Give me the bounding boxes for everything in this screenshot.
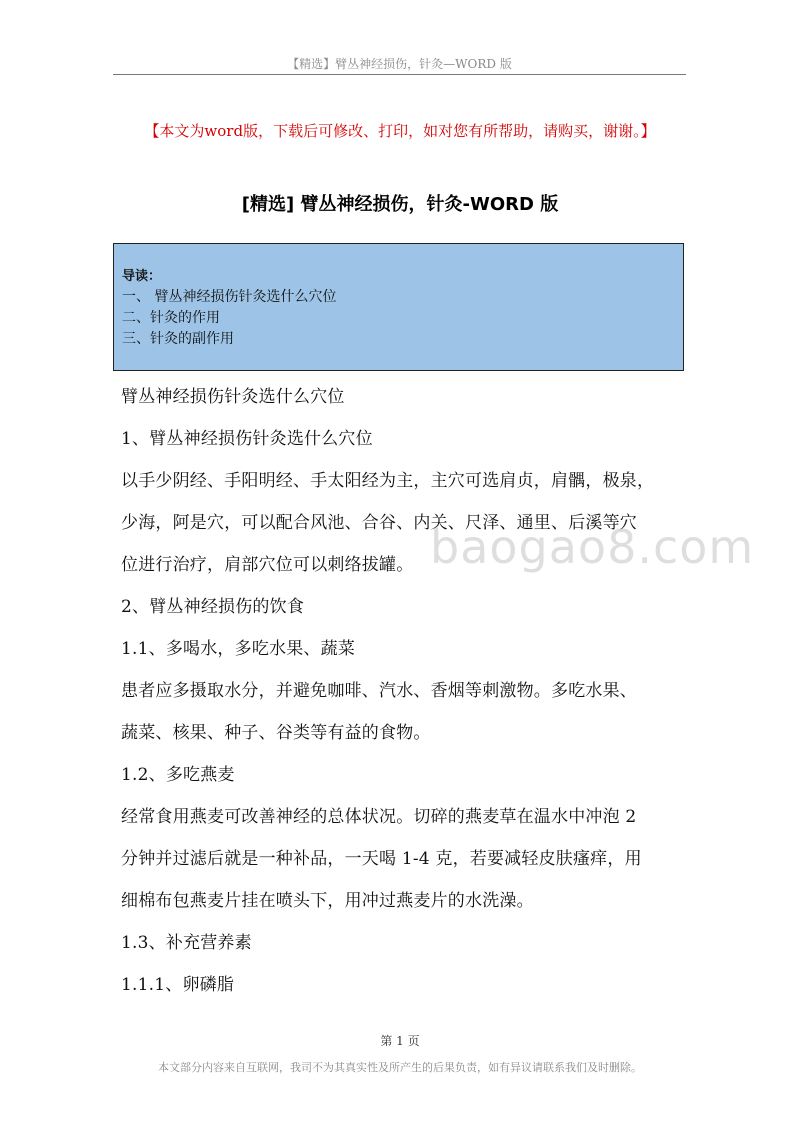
guide-item: 一、 臂丛神经损伤针灸选什么穴位 bbox=[122, 289, 337, 305]
body-line: 少海，阿是穴，可以配合风池、合谷、内关、尺泽、通里、后溪等穴 bbox=[121, 513, 637, 533]
header-divider bbox=[113, 74, 686, 75]
document-body bbox=[121, 376, 687, 1006]
body-line: 以手少阴经、手阳明经、手太阳经为主，主穴可选肩贞，肩髃，极泉， bbox=[121, 471, 655, 491]
body-line: 位进行治疗，肩部穴位可以刺络拔罐。 bbox=[121, 555, 414, 575]
purchase-notice: 【本文为word版，下载后可修改、打印，如对您有所帮助，请购买，谢谢。】 bbox=[144, 122, 656, 140]
page-footer: 本文部分内容来自互联网，我司不为其真实性及所产生的后果负责，如有异议请联系我们及时删除。 bbox=[158, 1061, 642, 1074]
subsection-heading: 1.1.1、卵磷脂 bbox=[121, 975, 235, 995]
watermark: baogao8.com bbox=[430, 520, 755, 574]
section-heading: 1、臂丛神经损伤针灸选什么穴位 bbox=[121, 429, 373, 449]
guide-box bbox=[113, 243, 684, 371]
subsection-heading: 1.3、补充营养素 bbox=[121, 933, 252, 953]
body-line: 经常食用燕麦可改善神经的总体状况。切碎的燕麦草在温水中冲泡 2 bbox=[121, 807, 637, 827]
page-number: 第 1 页 bbox=[380, 1034, 420, 1048]
subsection-heading: 1.1、多喝水，多吃水果、蔬菜 bbox=[121, 639, 356, 659]
section-heading: 2、臂丛神经损伤的饮食 bbox=[121, 597, 305, 617]
body-line: 蔬菜、核果、种子、谷类等有益的食物。 bbox=[121, 723, 431, 743]
guide-label: 导读： bbox=[122, 269, 162, 284]
section-heading: 臂丛神经损伤针灸选什么穴位 bbox=[121, 387, 345, 407]
document-title: [精选] 臂丛神经损伤，针灸-WORD 版 bbox=[241, 194, 559, 215]
body-line: 细棉布包燕麦片挂在喷头下，用冲过燕麦片的水洗澡。 bbox=[121, 891, 534, 911]
body-line: 分钟并过滤后就是一种补品，一天喝 1-4 克，若要减轻皮肤瘙痒，用 bbox=[121, 849, 642, 869]
subsection-heading: 1.2、多吃燕麦 bbox=[121, 765, 235, 785]
guide-item: 三、针灸的副作用 bbox=[122, 331, 234, 347]
body-line: 患者应多摄取水分，并避免咖啡、汽水、香烟等刺激物。多吃水果、 bbox=[121, 681, 637, 701]
page-header: 【精选】臂丛神经损伤，针灸—WORD 版 bbox=[287, 57, 512, 71]
guide-item: 二、针灸的作用 bbox=[122, 310, 220, 326]
